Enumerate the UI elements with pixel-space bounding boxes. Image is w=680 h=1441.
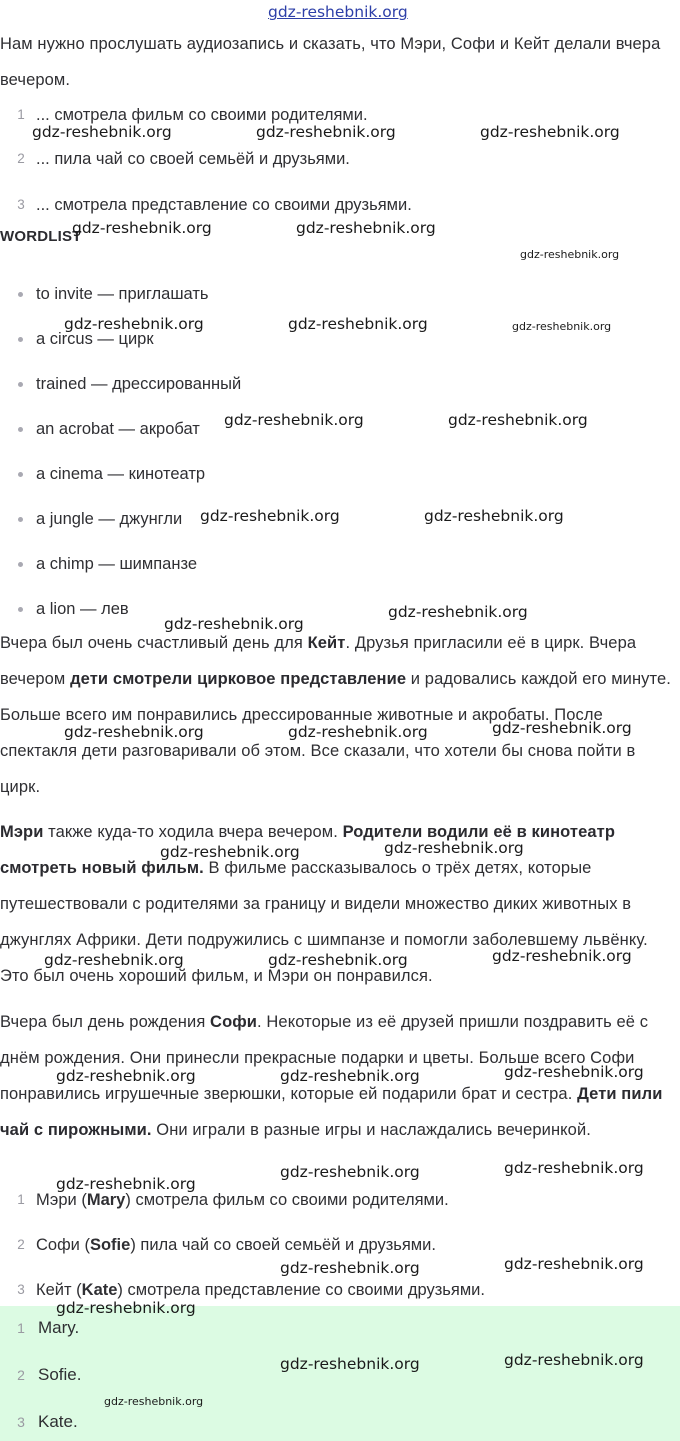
wordlist-item (0, 508, 680, 530)
watermark: gdz-reshebnik.org (64, 315, 204, 333)
answer-number: 1 (17, 1320, 25, 1336)
result-name: Kate (81, 1281, 118, 1299)
wordlist-heading: WORDLIST (0, 228, 82, 245)
watermark: gdz-reshebnik.org (388, 603, 528, 621)
story-text: Они играли в разные игры и наслаждались вечеринкой. (151, 1121, 591, 1139)
task-text: ... смотрела фильм со своими родителями. (36, 106, 368, 124)
bullet-icon (18, 337, 23, 342)
bullet-icon (18, 292, 23, 297)
result-text-pre: Софи ( (36, 1236, 90, 1254)
task-number: 1 (17, 107, 25, 122)
watermark: gdz-reshebnik.org (280, 1067, 420, 1085)
watermark: gdz-reshebnik.org (512, 320, 612, 333)
watermark-link[interactable]: gdz-reshebnik.org (268, 3, 408, 21)
watermark: gdz-reshebnik.org (492, 947, 632, 965)
watermark: gdz-reshebnik.org (520, 248, 620, 261)
wordlist-item-text: an acrobat — акробат (36, 420, 200, 438)
answer-number: 3 (17, 1414, 25, 1430)
bullet-icon (18, 517, 23, 522)
story-text: и радовались каждой его минуте. Больше всего им понравились дрессированные животные и акробаты. После спектакля дети разговаривали об этом. Все сказали, что хотели бы снова пойти в цирк. (0, 670, 671, 796)
watermark: gdz-reshebnik.org (448, 411, 588, 429)
task-number: 2 (17, 151, 25, 166)
story-bold: Кейт (307, 634, 346, 652)
wordlist-item-text: a lion — лев (36, 600, 129, 618)
wordlist-item (0, 283, 680, 305)
watermark: gdz-reshebnik.org (104, 1395, 204, 1408)
result-text-post: ) пила чай со своей семьёй и друзьями. (130, 1236, 436, 1254)
wordlist-item-text: a cinema — кинотеатр (36, 465, 206, 483)
result-number: 1 (17, 1192, 25, 1207)
bullet-icon (18, 472, 23, 477)
result-name: Mary (86, 1191, 126, 1209)
story-text: также куда-то ходила вчера вечером. (43, 823, 343, 841)
story-text: Вчера был день рождения (0, 1013, 211, 1031)
watermark: gdz-reshebnik.org (384, 839, 524, 857)
story-text: В фильме рассказывалось о трёх детях, которые путешествовали с родителями за границу и видели множество диких животных в джунглях Африки. Дети подружились с шимпанзе и помогли заболевшему львёнку. Это был очень хороший фильм, и Мэри он понравился. (0, 859, 648, 985)
answer-text: Sofie. (38, 1365, 82, 1384)
watermark: gdz-reshebnik.org (288, 315, 428, 333)
watermark: gdz-reshebnik.org (44, 951, 184, 969)
result-name: Sofie (89, 1236, 131, 1254)
intro-paragraph: Нам нужно прослушать аудиозапись и сказать, что Мэри, Софи и Кейт делали вчера вечером. (0, 35, 661, 89)
story-bold: Родители водили её в кинотеатр смотреть новый фильм. (0, 823, 616, 877)
watermark: gdz-reshebnik.org (32, 123, 172, 141)
watermark: gdz-reshebnik.org (72, 219, 212, 237)
story-bold: Дети пили чай с пирожными. (0, 1085, 663, 1139)
answer-item-1 (0, 1316, 680, 1340)
story-paragraph-kate (0, 625, 680, 805)
wordlist-item (0, 598, 680, 620)
wordlist-item (0, 373, 680, 395)
watermark: gdz-reshebnik.org (288, 723, 428, 741)
watermark: gdz-reshebnik.org (480, 123, 620, 141)
watermark: gdz-reshebnik.org (504, 1255, 644, 1273)
watermark: gdz-reshebnik.org (504, 1063, 644, 1081)
bullet-icon (18, 427, 23, 432)
watermark: gdz-reshebnik.org (224, 411, 364, 429)
task-item-3 (0, 194, 680, 216)
wordlist-item (0, 463, 680, 485)
watermark: gdz-reshebnik.org (424, 507, 564, 525)
result-item-3 (0, 1279, 680, 1301)
answer-number: 2 (17, 1367, 25, 1383)
story-text: . Друзья пригласили её в цирк. Вчера вечером (0, 634, 637, 688)
result-text-pre: Мэри ( (36, 1191, 87, 1209)
result-text (36, 1234, 436, 1256)
watermark: gdz-reshebnik.org (200, 507, 340, 525)
watermark: gdz-reshebnik.org (56, 1299, 196, 1317)
watermark: gdz-reshebnik.org (280, 1259, 420, 1277)
watermark: gdz-reshebnik.org (64, 723, 204, 741)
answer-box (0, 1306, 680, 1441)
wordlist-item-text: a chimp — шимпанзе (36, 555, 198, 573)
story-bold: дети смотрели цирковое представление (70, 670, 407, 688)
watermark: gdz-reshebnik.org (492, 719, 632, 737)
task-item-2 (0, 148, 680, 170)
watermark: gdz-reshebnik.org (296, 219, 436, 237)
watermark: gdz-reshebnik.org (268, 951, 408, 969)
watermark: gdz-reshebnik.org (56, 1175, 196, 1193)
story-text: . Некоторые из её друзей пришли поздравить её с днём рождения. Они принесли прекрасные подарки и цветы. Больше всего Софи понравились игрушечные зверюшки, которые ей подарили брат и сестра. (0, 1013, 649, 1103)
watermark: gdz-reshebnik.org (504, 1351, 644, 1369)
task-text: ... смотрела представление со своими друзьями. (36, 196, 412, 214)
result-number: 2 (17, 1237, 25, 1252)
watermark: gdz-reshebnik.org (280, 1355, 420, 1373)
result-text-pre: Кейт ( (36, 1281, 82, 1299)
watermark: gdz-reshebnik.org (160, 843, 300, 861)
wordlist-item-text: trained — дрессированный (36, 375, 242, 393)
answer-text: Mary. (38, 1318, 80, 1337)
bullet-icon (18, 382, 23, 387)
wordlist-item-text: to invite — приглашать (36, 285, 209, 303)
bullet-icon (18, 607, 23, 612)
answer-item-3 (0, 1410, 680, 1434)
watermark: gdz-reshebnik.org (280, 1163, 420, 1181)
watermark: gdz-reshebnik.org (164, 615, 304, 633)
story-bold: Мэри (0, 823, 44, 841)
answer-text: Kate. (38, 1412, 78, 1431)
task-number: 3 (17, 197, 25, 212)
bullet-icon (18, 562, 23, 567)
wordlist-item-text: a jungle — джунгли (36, 510, 183, 528)
result-text-post: ) смотрела представление со своими друзьями. (117, 1281, 485, 1299)
watermark: gdz-reshebnik.org (504, 1159, 644, 1177)
wordlist-item-text: a circus — цирк (36, 330, 154, 348)
story-bold: Софи (210, 1013, 258, 1031)
wordlist-item (0, 553, 680, 575)
task-text: ... пила чай со своей семьёй и друзьями. (36, 150, 350, 168)
result-text (36, 1279, 485, 1301)
result-text-post: ) смотрела фильм со своими родителями. (125, 1191, 449, 1209)
watermark: gdz-reshebnik.org (256, 123, 396, 141)
story-text: Вчера был очень счастливый день для (0, 634, 308, 652)
result-number: 3 (17, 1282, 25, 1297)
result-item-2 (0, 1234, 680, 1256)
watermark: gdz-reshebnik.org (56, 1067, 196, 1085)
